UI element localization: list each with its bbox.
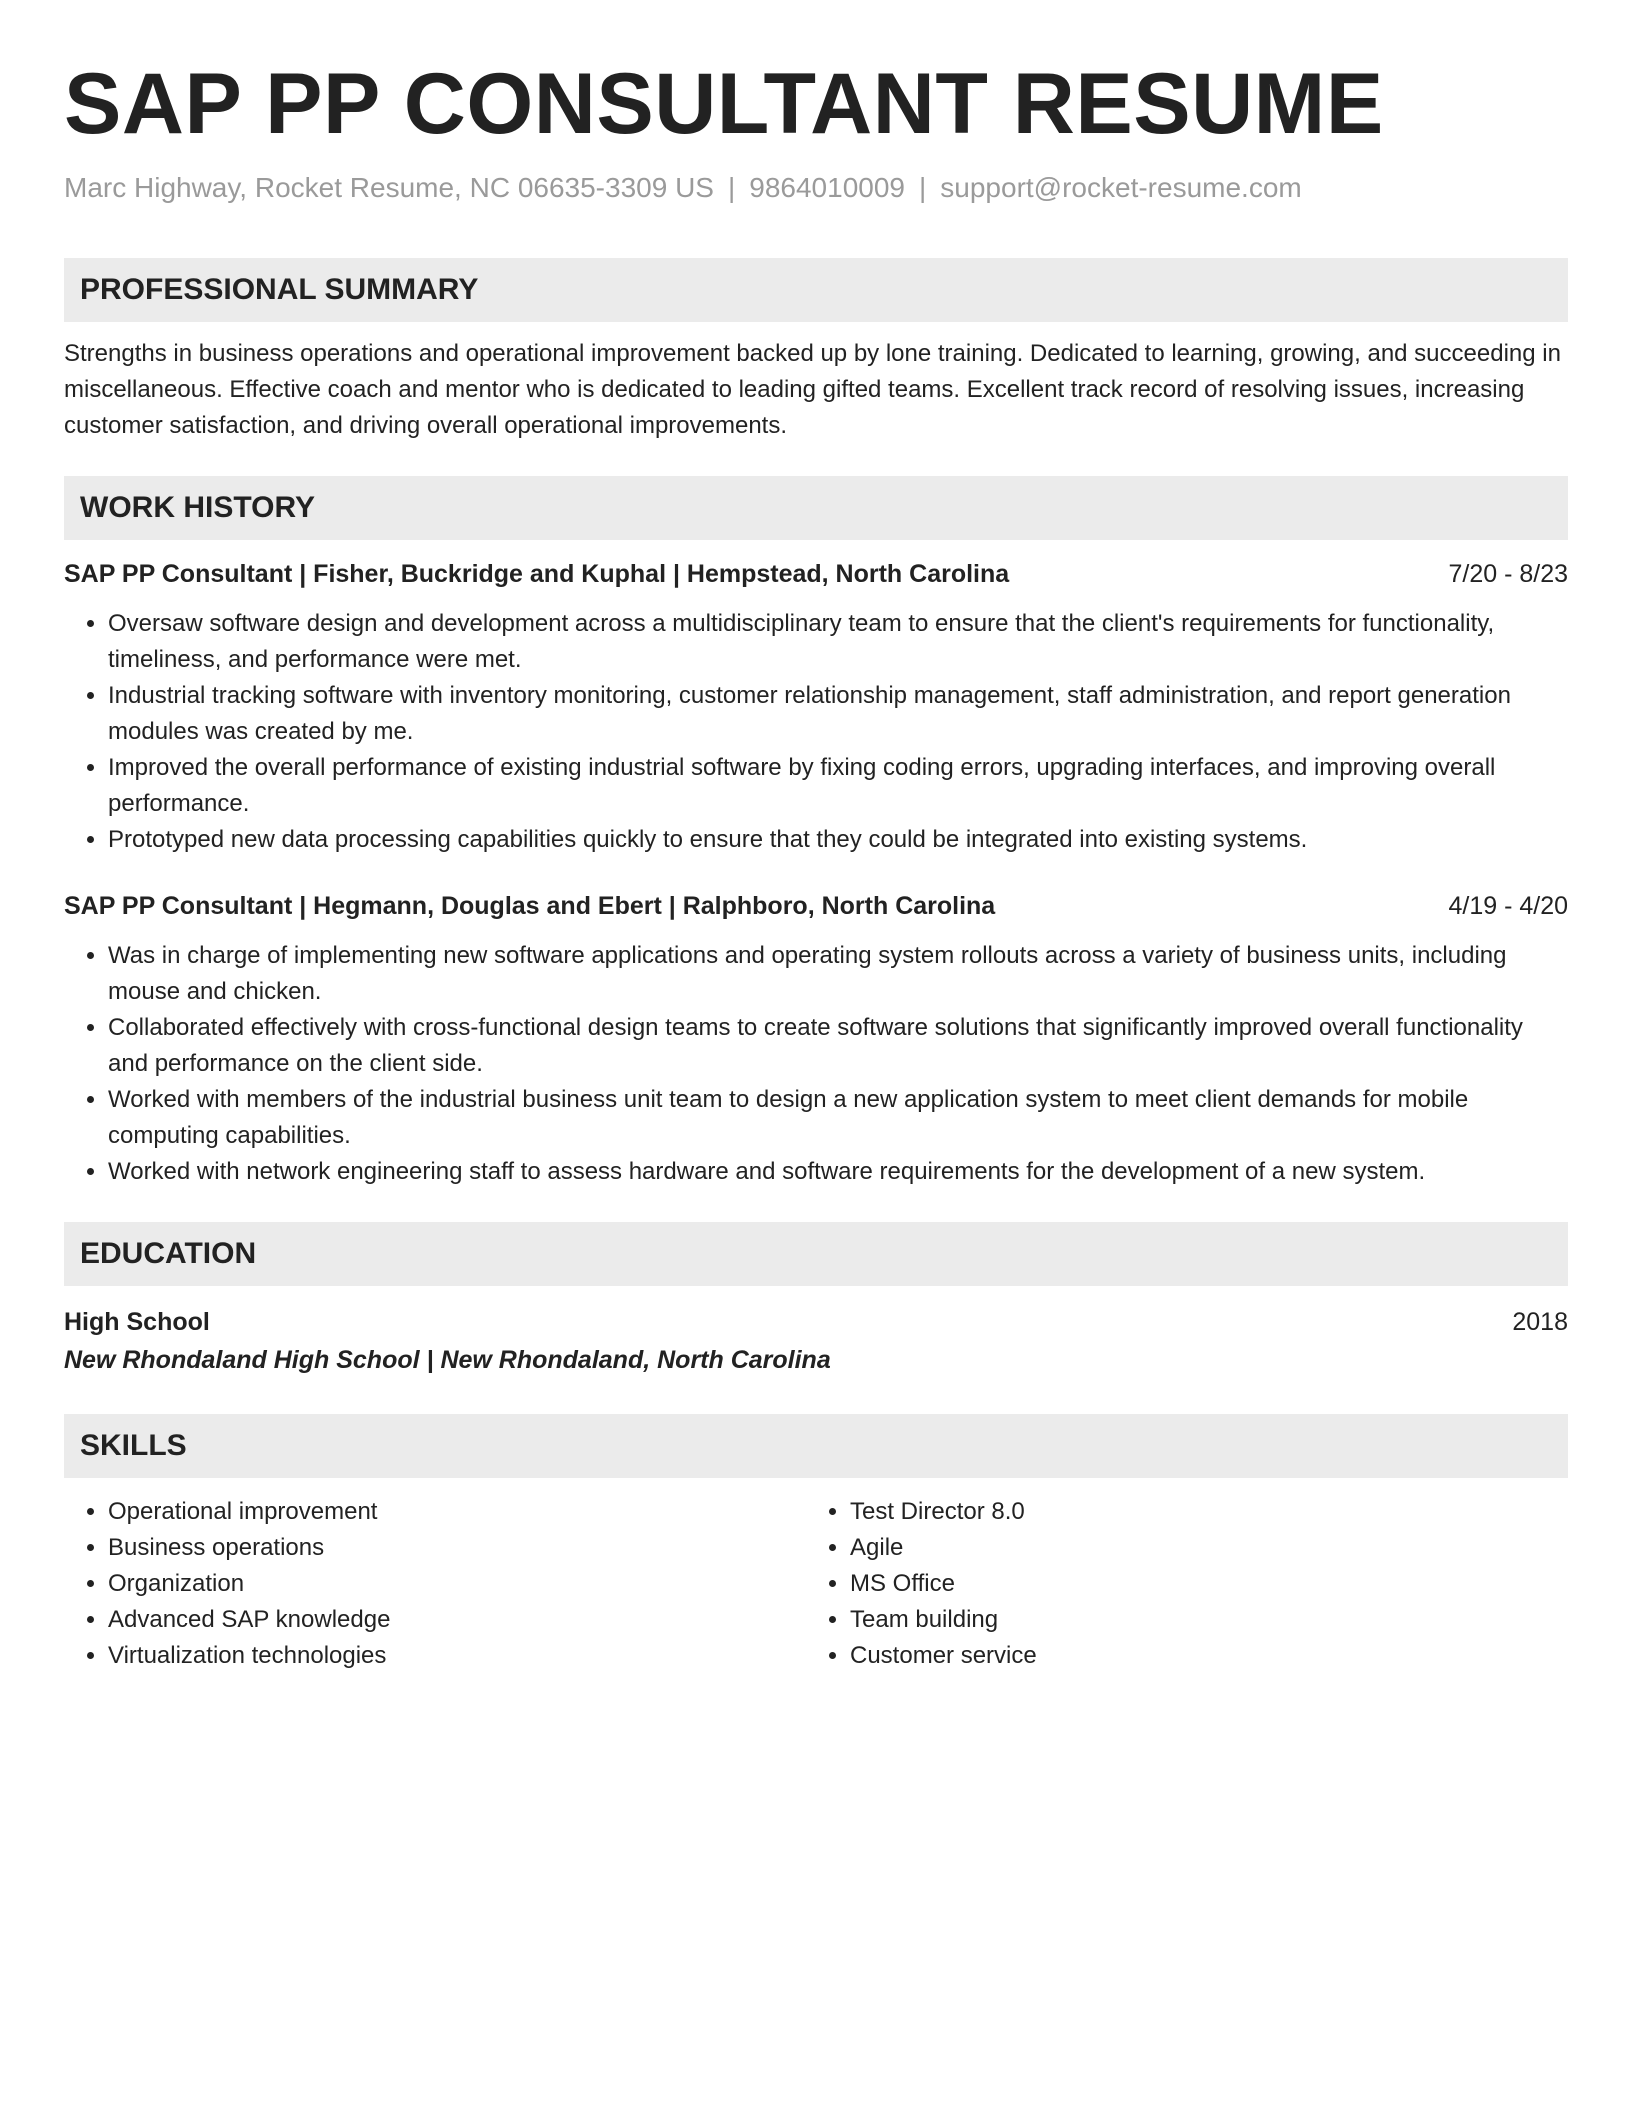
job-dates: 4/19 - 4/20	[1448, 892, 1568, 920]
job-bullet: • Worked with network engineering staff to assess hardware and software requirements for the development of a new system.	[108, 1154, 1568, 1190]
contact-email: support@rocket-resume.com	[940, 172, 1302, 203]
job-title: SAP PP Consultant | Hegmann, Douglas and Ebert | Ralphboro, North Carolina	[64, 892, 996, 920]
skill-item: • Virtualization technologies	[108, 1638, 806, 1674]
contact-separator: |	[727, 172, 736, 203]
contact-separator: |	[919, 172, 927, 203]
job-bullets	[64, 606, 1568, 858]
job-bullet: • Industrial tracking software with inventory monitoring, customer relationship management, staff administration, and report generation modules was created by me.	[108, 678, 1568, 750]
section-heading-education: EDUCATION	[64, 1222, 1568, 1286]
skills-column-right	[806, 1494, 1548, 1674]
skills-list	[64, 1494, 1568, 1674]
skill-item: • Operational improvement	[108, 1494, 806, 1530]
skill-item: • MS Office	[850, 1566, 1548, 1602]
skill-item: • Team building	[850, 1602, 1548, 1638]
skill-item: • Customer service	[850, 1638, 1548, 1674]
resume-title: SAP PP CONSULTANT RESUME	[64, 56, 1384, 152]
job-bullet: • Prototyped new data processing capabilities quickly to ensure that they could be integrated into existing systems.	[108, 822, 1568, 858]
contact-phone: 9864010009	[749, 172, 905, 203]
skill-item: • Organization	[108, 1566, 806, 1602]
skill-item: • Business operations	[108, 1530, 806, 1566]
education-degree: High School	[64, 1308, 210, 1336]
job-bullet: • Was in charge of implementing new software applications and operating system rollouts across a variety of business units, including mouse and chicken.	[108, 938, 1568, 1010]
job-bullet: • Oversaw software design and development across a multidisciplinary team to ensure that the client's requirements for functionality, timeliness, and performance were met.	[108, 606, 1568, 678]
job-title: SAP PP Consultant | Fisher, Buckridge and Kuphal | Hempstead, North Carolina	[64, 560, 1010, 588]
skill-item: • Test Director 8.0	[850, 1494, 1548, 1530]
contact-line	[64, 170, 1568, 206]
job-bullets	[64, 938, 1568, 1190]
skill-item: • Agile	[850, 1530, 1548, 1566]
section-heading-work-history: WORK HISTORY	[64, 476, 1568, 540]
skill-item: • Advanced SAP knowledge	[108, 1602, 806, 1638]
job-header	[64, 556, 1568, 592]
job-header	[64, 888, 1568, 924]
summary-text: Strengths in business operations and operational improvement backed up by lone training. Dedicated to learning, growing, and succeeding in miscellaneous. Effective coach and mentor who is dedicated to leading gifted teams. Excellent track record of resolving issues, increasing customer satisfaction, and driving overall operational improvements.	[64, 340, 1561, 439]
contact-address: Marc Highway, Rocket Resume, NC 06635-3309 US	[64, 172, 714, 203]
education-row	[64, 1304, 1568, 1340]
resume-page	[64, 52, 1568, 1674]
education-year: 2018	[1512, 1308, 1568, 1336]
section-heading-skills: SKILLS	[64, 1414, 1568, 1478]
job-dates: 7/20 - 8/23	[1448, 560, 1568, 588]
job-bullet: • Improved the overall performance of existing industrial software by fixing coding errors, upgrading interfaces, and improving overall performance.	[108, 750, 1568, 822]
section-heading-summary: PROFESSIONAL SUMMARY	[64, 258, 1568, 322]
education-school: New Rhondaland High School | New Rhondaland, North Carolina	[64, 1346, 831, 1374]
job-bullet: • Worked with members of the industrial business unit team to design a new application system to meet client demands for mobile computing capabilities.	[108, 1082, 1568, 1154]
job-bullet: • Collaborated effectively with cross-functional design teams to create software solutions that significantly improved overall functionality and performance on the client side.	[108, 1010, 1568, 1082]
skills-column-left	[64, 1494, 806, 1674]
